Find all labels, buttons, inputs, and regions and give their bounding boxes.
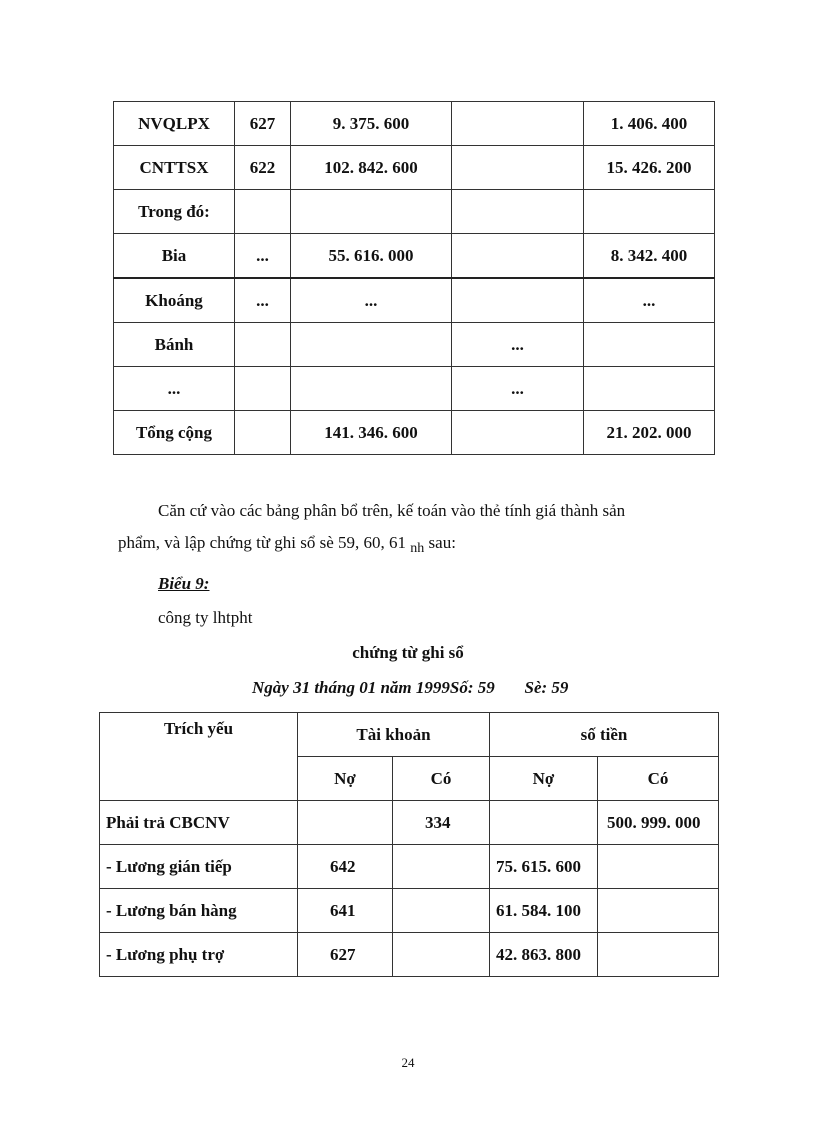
document-title: chứng từ ghi sổ [352, 643, 464, 662]
table-cell [393, 889, 490, 933]
table-cell: ... [235, 278, 291, 323]
table-cell [298, 801, 393, 845]
header-credit: Có [598, 757, 719, 801]
table-cell [393, 845, 490, 889]
table-cell: Bia [114, 234, 235, 279]
paragraph-text: sau: [428, 533, 456, 552]
table-cell: NVQLPX [114, 102, 235, 146]
table-row [100, 889, 719, 933]
table-cell: 141. 346. 600 [291, 411, 452, 455]
header-debit: Nợ [298, 757, 393, 801]
table-cell [291, 190, 452, 234]
table-cell: Bánh [114, 323, 235, 367]
table-cell [452, 278, 584, 323]
table-cell: 334 [393, 801, 490, 845]
table-cell: Phải trả CBCNV [100, 801, 298, 845]
paragraph-fragment: nh [410, 541, 425, 556]
table-row [114, 146, 715, 190]
table-cell: ... [291, 278, 452, 323]
company-name: công ty lhtpht [158, 608, 253, 627]
table-cell [452, 146, 584, 190]
table-cell: ... [452, 323, 584, 367]
table-cell: 55. 616. 000 [291, 234, 452, 279]
table-cell: Tổng cộng [114, 411, 235, 455]
header-credit: Có [393, 757, 490, 801]
table-cell: 622 [235, 146, 291, 190]
table-cell: 102. 842. 600 [291, 146, 452, 190]
document-date: Ngày 31 tháng 01 năm 1999 [252, 678, 450, 697]
table-cell: ... [584, 278, 715, 323]
page-number: 24 [401, 1055, 415, 1070]
header-amount: số tiền [490, 713, 719, 757]
table-cell [452, 190, 584, 234]
table-cell [584, 367, 715, 411]
table-cell: ... [235, 234, 291, 279]
document-number: Số: 59 [449, 678, 495, 697]
table-cell: - Lương bán hàng [100, 889, 298, 933]
document-seq: Sè: 59 [524, 678, 569, 697]
table-cell: 42. 863. 800 [490, 933, 598, 977]
table-cell [598, 889, 719, 933]
table-cell [291, 367, 452, 411]
table-cell [393, 933, 490, 977]
figure-label: Biểu 9: [158, 574, 210, 593]
table-cell [452, 411, 584, 455]
table-cell [584, 323, 715, 367]
table-cell [490, 801, 598, 845]
table-cell [235, 367, 291, 411]
table-cell [291, 323, 452, 367]
table-cell: ... [114, 367, 235, 411]
header-description: Trích yếu [100, 713, 298, 801]
header-account: Tài khoản [298, 713, 490, 757]
table-cell: 8. 342. 400 [584, 234, 715, 279]
table-cell [235, 190, 291, 234]
table-cell [235, 323, 291, 367]
voucher-table [99, 712, 719, 977]
table-row [114, 367, 715, 411]
table-cell: 641 [298, 889, 393, 933]
allocation-table [113, 101, 715, 455]
table-row [114, 234, 715, 279]
table-cell: CNTTSX [114, 146, 235, 190]
table-cell: 75. 615. 600 [490, 845, 598, 889]
table-row [114, 278, 715, 323]
paragraph-line [118, 527, 698, 561]
table-header-row [100, 713, 719, 757]
table-cell: ... [452, 367, 584, 411]
body-paragraph [118, 495, 698, 561]
table-cell: Trong đó: [114, 190, 235, 234]
paragraph-text: phẩm, và lập chứng từ ghi sổ sè 59, 60, 61 [118, 533, 407, 552]
table-row [100, 801, 719, 845]
table-cell: 500. 999. 000 [598, 801, 719, 845]
table-cell: - Lương phụ trợ [100, 933, 298, 977]
table-cell: 627 [235, 102, 291, 146]
table-cell: 627 [298, 933, 393, 977]
table-cell [452, 102, 584, 146]
table-row [114, 323, 715, 367]
table-cell: 21. 202. 000 [584, 411, 715, 455]
table-row [114, 102, 715, 146]
table-cell [584, 190, 715, 234]
header-debit: Nợ [490, 757, 598, 801]
table-cell [598, 845, 719, 889]
table-cell: 15. 426. 200 [584, 146, 715, 190]
table-row [114, 411, 715, 455]
table-row [114, 190, 715, 234]
paragraph-line: Căn cứ vào các bảng phân bổ trên, kế toán vào thẻ tính giá thành sản [158, 501, 626, 520]
table-cell: 61. 584. 100 [490, 889, 598, 933]
document-subtitle [252, 678, 568, 698]
table-cell [598, 933, 719, 977]
table-cell: - Lương gián tiếp [100, 845, 298, 889]
table-cell: Khoáng [114, 278, 235, 323]
table-row [100, 845, 719, 889]
table-cell: 1. 406. 400 [584, 102, 715, 146]
table-row [100, 933, 719, 977]
table-cell: 9. 375. 600 [291, 102, 452, 146]
table-cell [235, 411, 291, 455]
table-cell: 642 [298, 845, 393, 889]
table-cell [452, 234, 584, 279]
